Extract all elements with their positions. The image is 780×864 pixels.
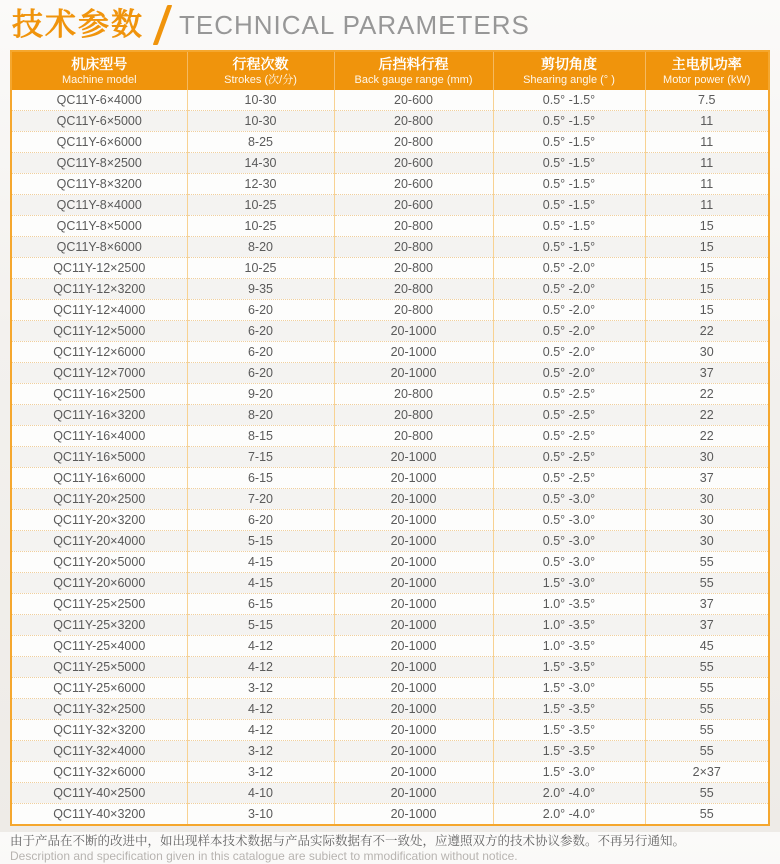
table-row (12, 342, 768, 363)
table-cell: 4-15 (187, 573, 334, 594)
table-cell: 20-1000 (334, 468, 493, 489)
table-cell: 20-600 (334, 153, 493, 174)
table-row (12, 804, 768, 825)
table-cell: 4-12 (187, 699, 334, 720)
table-cell: QC11Y-8×5000 (12, 216, 187, 237)
table-cell: 8-20 (187, 237, 334, 258)
table-cell: QC11Y-6×6000 (12, 132, 187, 153)
table-cell: QC11Y-12×7000 (12, 363, 187, 384)
table-cell: 20-800 (334, 405, 493, 426)
table-cell: 8-25 (187, 132, 334, 153)
table-cell: 20-1000 (334, 720, 493, 741)
table-cell: 20-1000 (334, 636, 493, 657)
table-cell: 30 (645, 342, 768, 363)
table-cell: 2.0° -4.0° (493, 783, 645, 804)
table-cell: 0.5° -3.0° (493, 489, 645, 510)
table-cell: 11 (645, 132, 768, 153)
table-cell: 5-15 (187, 615, 334, 636)
table-cell: 0.5° -1.5° (493, 237, 645, 258)
table-cell: 1.5° -3.0° (493, 762, 645, 783)
table-cell: 22 (645, 384, 768, 405)
table-cell: 1.0° -3.5° (493, 594, 645, 615)
table-cell: QC11Y-8×3200 (12, 174, 187, 195)
table-row (12, 195, 768, 216)
table-cell: 55 (645, 573, 768, 594)
table-row (12, 300, 768, 321)
table-cell: 2×37 (645, 762, 768, 783)
table-cell: 15 (645, 237, 768, 258)
table-cell: 20-1000 (334, 615, 493, 636)
page-header (0, 0, 780, 48)
table-cell: QC11Y-25×6000 (12, 678, 187, 699)
table-cell: QC11Y-8×4000 (12, 195, 187, 216)
table-cell: QC11Y-8×6000 (12, 237, 187, 258)
table-row (12, 258, 768, 279)
table-cell: 10-30 (187, 90, 334, 111)
table-cell: 0.5° -2.0° (493, 258, 645, 279)
table-row (12, 426, 768, 447)
table-cell: 1.5° -3.5° (493, 720, 645, 741)
table-cell: QC11Y-12×2500 (12, 258, 187, 279)
table-row (12, 405, 768, 426)
table-cell: 20-800 (334, 426, 493, 447)
table-row (12, 174, 768, 195)
table-cell: 37 (645, 468, 768, 489)
table-cell: 1.5° -3.5° (493, 699, 645, 720)
table-row (12, 489, 768, 510)
table-cell: 2.0° -4.0° (493, 804, 645, 825)
table-row (12, 636, 768, 657)
table-cell: 20-600 (334, 90, 493, 111)
table-cell: 1.0° -3.5° (493, 636, 645, 657)
table-cell: QC11Y-16×2500 (12, 384, 187, 405)
table-cell: 11 (645, 153, 768, 174)
table-cell: 11 (645, 174, 768, 195)
table-cell: 20-1000 (334, 321, 493, 342)
table-cell: QC11Y-16×4000 (12, 426, 187, 447)
table-cell: 1.5° -3.5° (493, 657, 645, 678)
table-cell: 0.5° -2.0° (493, 321, 645, 342)
table-row (12, 111, 768, 132)
table-cell: 11 (645, 195, 768, 216)
table-cell: QC11Y-16×3200 (12, 405, 187, 426)
table-cell: 37 (645, 363, 768, 384)
table-cell: 20-1000 (334, 573, 493, 594)
table-cell: 20-1000 (334, 783, 493, 804)
table-cell: 0.5° -2.5° (493, 447, 645, 468)
page-title-zh: 技术参数 (12, 7, 144, 42)
table-cell: 1.5° -3.0° (493, 678, 645, 699)
table-cell: 20-1000 (334, 657, 493, 678)
table-cell: 37 (645, 594, 768, 615)
table-cell: 14-30 (187, 153, 334, 174)
table-row (12, 321, 768, 342)
table-cell: QC11Y-16×6000 (12, 468, 187, 489)
table-cell: QC11Y-20×5000 (12, 552, 187, 573)
table-cell: 10-25 (187, 195, 334, 216)
table-cell: 6-20 (187, 363, 334, 384)
table-cell: 20-1000 (334, 594, 493, 615)
column-header-back-gauge (334, 52, 493, 90)
table-cell: 7-15 (187, 447, 334, 468)
table-body (12, 90, 768, 824)
table-row (12, 237, 768, 258)
table-cell: 0.5° -2.5° (493, 426, 645, 447)
table-cell: 22 (645, 426, 768, 447)
table-cell: 30 (645, 489, 768, 510)
table-cell: QC11Y-20×6000 (12, 573, 187, 594)
table-cell: 20-1000 (334, 489, 493, 510)
table-row (12, 573, 768, 594)
table-cell: 0.5° -3.0° (493, 552, 645, 573)
table-cell: QC11Y-20×4000 (12, 531, 187, 552)
table-cell: 6-20 (187, 342, 334, 363)
table-cell: 45 (645, 636, 768, 657)
table-cell: 0.5° -3.0° (493, 510, 645, 531)
table-cell: 20-1000 (334, 510, 493, 531)
table-cell: 3-12 (187, 678, 334, 699)
table-cell: 55 (645, 699, 768, 720)
table-cell: 55 (645, 783, 768, 804)
table-cell: 8-20 (187, 405, 334, 426)
table-row (12, 510, 768, 531)
table-cell: 15 (645, 300, 768, 321)
table-cell: 0.5° -2.5° (493, 405, 645, 426)
table-cell: 20-1000 (334, 699, 493, 720)
table-cell: 0.5° -2.0° (493, 300, 645, 321)
table-row (12, 447, 768, 468)
technical-parameters-table (12, 52, 768, 824)
table-cell: 3-12 (187, 762, 334, 783)
table-cell: QC11Y-32×4000 (12, 741, 187, 762)
table-cell: 20-800 (334, 384, 493, 405)
column-header-shearing-angle (493, 52, 645, 90)
table-cell: 6-15 (187, 594, 334, 615)
table-cell: 0.5° -1.5° (493, 132, 645, 153)
table-cell: QC11Y-12×6000 (12, 342, 187, 363)
table-row (12, 384, 768, 405)
table-cell: 4-15 (187, 552, 334, 573)
table-row (12, 783, 768, 804)
table-row (12, 216, 768, 237)
table-row (12, 279, 768, 300)
table-cell: 55 (645, 552, 768, 573)
table-cell: QC11Y-25×3200 (12, 615, 187, 636)
table-cell: 20-1000 (334, 552, 493, 573)
column-header-zh: 主电机功率 (671, 55, 742, 72)
table-cell: 55 (645, 657, 768, 678)
table-cell: 6-20 (187, 300, 334, 321)
table-cell: 0.5° -1.5° (493, 216, 645, 237)
column-header-motor-power (645, 52, 768, 90)
table-cell: 0.5° -1.5° (493, 90, 645, 111)
table-cell: QC11Y-6×5000 (12, 111, 187, 132)
table-cell: QC11Y-25×2500 (12, 594, 187, 615)
table-cell: QC11Y-12×3200 (12, 279, 187, 300)
table-cell: 55 (645, 720, 768, 741)
table-cell: 20-1000 (334, 342, 493, 363)
table-cell: 22 (645, 321, 768, 342)
table-row (12, 678, 768, 699)
table-cell: 6-20 (187, 321, 334, 342)
table-cell: 4-12 (187, 657, 334, 678)
table-row (12, 531, 768, 552)
table-cell: 20-800 (334, 237, 493, 258)
page-title-en: TECHNICAL PARAMETERS (179, 10, 530, 40)
column-header-zh: 后挡料行程 (378, 55, 449, 72)
table-cell: 4-12 (187, 720, 334, 741)
table-cell: 20-800 (334, 216, 493, 237)
column-header-en: Machine model (61, 73, 137, 86)
footer-note-en: Description and specification given in this catalogue are subiect to mmodification without notice. (10, 849, 518, 863)
table-row (12, 468, 768, 489)
table-cell: 0.5° -2.0° (493, 279, 645, 300)
table-cell: 12-30 (187, 174, 334, 195)
table-cell: QC11Y-32×3200 (12, 720, 187, 741)
table-cell: 30 (645, 531, 768, 552)
table-cell: 15 (645, 279, 768, 300)
footer-note-zh: 由于产品在不断的改进中，如出现样本技术数据与产品实际数据有不一致处，应遵照双方的技术协议参数。不再另行通知。 (10, 834, 686, 848)
table-cell: 0.5° -2.5° (493, 468, 645, 489)
table-cell: 20-800 (334, 111, 493, 132)
table-cell: 3-10 (187, 804, 334, 825)
table-cell: 0.5° -1.5° (493, 111, 645, 132)
table-cell: 1.0° -3.5° (493, 615, 645, 636)
table-cell: 11 (645, 111, 768, 132)
column-header-en: Back gauge range (mm) (354, 73, 473, 86)
table-cell: 22 (645, 405, 768, 426)
table-row (12, 153, 768, 174)
table-row (12, 615, 768, 636)
table-cell: 0.5° -3.0° (493, 531, 645, 552)
table-cell: 0.5° -2.5° (493, 384, 645, 405)
table-cell: QC11Y-25×4000 (12, 636, 187, 657)
table-cell: QC11Y-25×5000 (12, 657, 187, 678)
parameters-table-container (10, 50, 770, 826)
table-cell: 15 (645, 258, 768, 279)
table-cell: 20-1000 (334, 531, 493, 552)
table-row (12, 132, 768, 153)
column-header-en: Strokes (次/分) (224, 73, 297, 86)
table-cell: 20-1000 (334, 447, 493, 468)
table-cell: 20-800 (334, 132, 493, 153)
table-cell: QC11Y-16×5000 (12, 447, 187, 468)
table-cell: QC11Y-12×5000 (12, 321, 187, 342)
table-cell: QC11Y-32×2500 (12, 699, 187, 720)
table-cell: 37 (645, 615, 768, 636)
table-cell: 20-600 (334, 195, 493, 216)
table-cell: 9-20 (187, 384, 334, 405)
table-cell: 3-12 (187, 741, 334, 762)
slash-divider-icon (153, 5, 173, 45)
table-cell: 4-10 (187, 783, 334, 804)
table-row (12, 552, 768, 573)
table-row (12, 699, 768, 720)
table-row (12, 90, 768, 111)
table-cell: 1.5° -3.5° (493, 741, 645, 762)
table-cell: 20-800 (334, 258, 493, 279)
table-row (12, 594, 768, 615)
table-cell: QC11Y-40×3200 (12, 804, 187, 825)
table-cell: 55 (645, 804, 768, 825)
table-cell: 6-15 (187, 468, 334, 489)
table-cell: 0.5° -1.5° (493, 174, 645, 195)
table-row (12, 657, 768, 678)
table-cell: 10-25 (187, 258, 334, 279)
table-cell: QC11Y-40×2500 (12, 783, 187, 804)
table-row (12, 363, 768, 384)
table-cell: QC11Y-12×4000 (12, 300, 187, 321)
table-header (12, 52, 768, 90)
table-cell: 6-20 (187, 510, 334, 531)
table-cell: QC11Y-8×2500 (12, 153, 187, 174)
column-header-strokes (187, 52, 334, 90)
table-cell: 1.5° -3.0° (493, 573, 645, 594)
column-header-en: Motor power (kW) (663, 73, 751, 86)
table-cell: QC11Y-20×3200 (12, 510, 187, 531)
column-header-machine-model (12, 52, 187, 90)
table-cell: 0.5° -2.0° (493, 363, 645, 384)
table-cell: 8-15 (187, 426, 334, 447)
table-row (12, 741, 768, 762)
column-header-zh: 机床型号 (71, 55, 128, 72)
table-cell: QC11Y-32×6000 (12, 762, 187, 783)
table-cell: 20-1000 (334, 741, 493, 762)
table-cell: 5-15 (187, 531, 334, 552)
table-cell: QC11Y-6×4000 (56, 93, 142, 107)
column-header-en: Shearing angle (° ) (523, 73, 615, 86)
table-cell: 55 (645, 741, 768, 762)
table-cell: 7.5 (645, 90, 768, 111)
table-cell: QC11Y-20×2500 (12, 489, 187, 510)
table-cell: 4-12 (187, 636, 334, 657)
table-cell: 0.5° -1.5° (493, 153, 645, 174)
table-cell: 20-1000 (334, 762, 493, 783)
table-cell: 0.5° -1.5° (493, 195, 645, 216)
table-cell: 20-1000 (334, 678, 493, 699)
table-row (12, 720, 768, 741)
table-cell: 10-25 (187, 216, 334, 237)
table-cell: 15 (645, 216, 768, 237)
column-header-zh: 剪切角度 (541, 55, 597, 72)
table-cell: 30 (645, 447, 768, 468)
column-header-zh: 行程次数 (232, 55, 289, 72)
footer-note (10, 833, 770, 864)
table-cell: 20-1000 (334, 804, 493, 825)
table-cell: 55 (645, 678, 768, 699)
table-cell: 9-35 (187, 279, 334, 300)
table-cell: 0.5° -2.0° (493, 342, 645, 363)
table-cell: 30 (645, 510, 768, 531)
table-cell: 20-800 (334, 300, 493, 321)
table-cell: 20-1000 (334, 363, 493, 384)
table-cell: 20-600 (334, 174, 493, 195)
table-cell: 7-20 (187, 489, 334, 510)
table-row (12, 762, 768, 783)
table-cell: 10-30 (187, 111, 334, 132)
table-cell: 20-800 (334, 279, 493, 300)
